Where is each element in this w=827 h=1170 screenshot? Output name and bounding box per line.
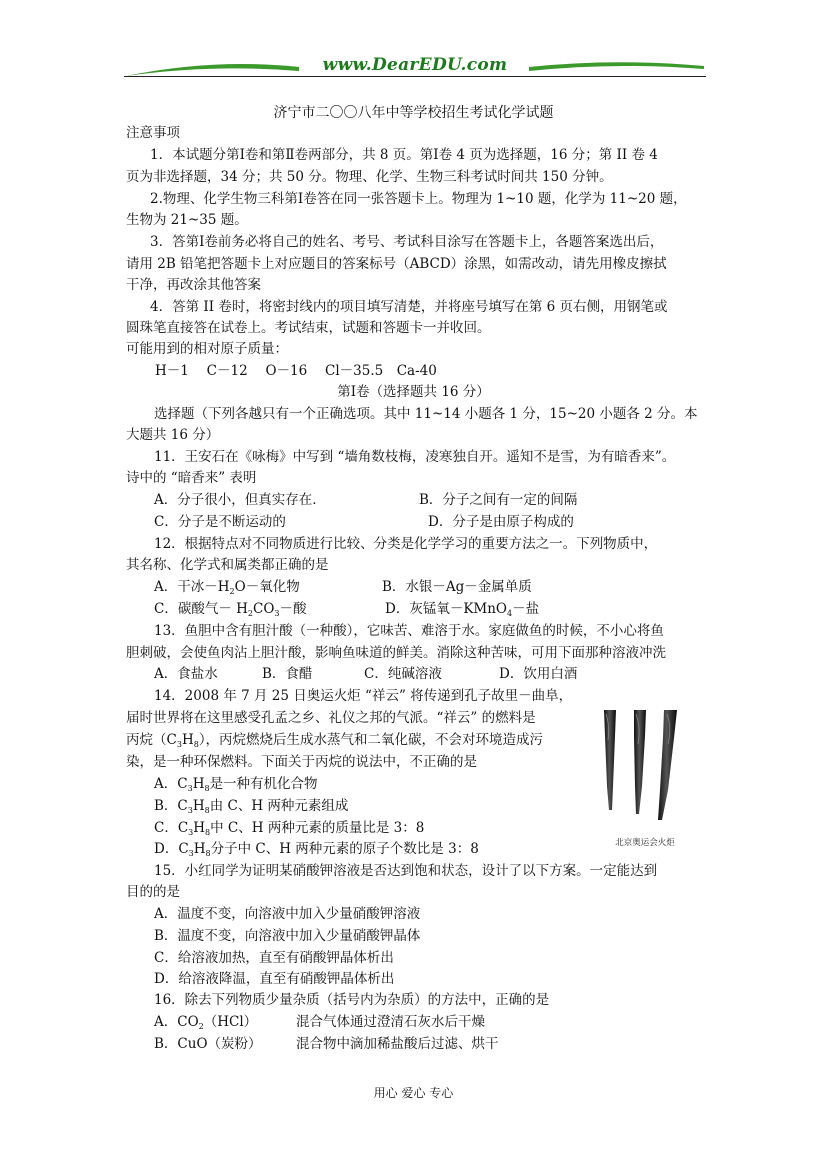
exam-title: 济宁市二〇〇八年中等学校招生考试化学试题	[273, 105, 554, 121]
site-header-logo	[124, 52, 706, 82]
torch-caption: 北京奥运会火炬	[615, 838, 675, 848]
notice-heading: 注意事项	[126, 125, 180, 141]
page-footer: 用心 爱心 专心	[373, 1086, 454, 1100]
q12-option-c: C．碳酸气－ $H_2CO_3-$酸	[154, 601, 307, 618]
q14-stem-3: 丙烷$(C_3H_8)$，丙烷燃烧后生成水蒸气和二氧化碳，不会对环境造成污	[126, 732, 544, 749]
q14-stem-1: 14．2008 年 7 月 25 日奥运火炬 “祥云” 将传递到孔子故里－曲阜，	[154, 688, 573, 704]
q14-option-d: D．$C_3H_8$分子中 C、H 两种元素的原子个数比是 3：8	[154, 841, 479, 858]
q11-option-c: C．分子是不断运动的	[154, 514, 286, 530]
section1-heading: 第Ⅰ卷（选择题共 16 分）	[337, 384, 490, 400]
q14-option-c: C．$C_3H_8$中 C、H 两种元素的质量比是 3：8	[154, 820, 425, 837]
olympic-torch-figure	[596, 706, 694, 852]
notice-line-1: 1．本试题分第Ⅰ卷和第Ⅱ卷两部分，共 8 页。第Ⅰ卷 4 页为选择题，16 分；第 II 卷 4	[150, 147, 658, 163]
torch-illustration	[596, 706, 694, 834]
q13-option-a: A．食盐水	[154, 666, 218, 682]
q15-option-a: A．温度不变，向溶液中加入少量硝酸钾溶液	[154, 906, 421, 922]
q11-option-a: A．分子很小，但真实存在．	[154, 492, 326, 508]
notice-line-3: 2.物理、化学生物三科第Ⅰ卷答在同一张答题卡上。物理为 1~10 题，化学为 11~20 题，	[150, 191, 687, 207]
q13-option-c: C．纯碱溶液	[364, 666, 442, 682]
section1-intro-1: 选择题（下列各越只有一个正确选项。其中 11~14 小题各 1 分，15~20 小题各 2 分。本	[154, 406, 698, 422]
q12-option-d: D．灰锰氧－KMnO$_4$－盐	[385, 601, 540, 618]
q14-option-b: B．$C_3H_8$由 C、H 两种元素组成	[154, 798, 349, 815]
q15-stem-2: 目的的是	[126, 884, 180, 900]
q16-option-b: B．CuO（炭粉）	[154, 1036, 262, 1052]
q14-stem-4: 染，是一种环保燃料。下面关于丙烷的说法中，不正确的是	[126, 754, 477, 770]
q12-stem-1: 12．根据特点对不同物质进行比较、分类是化学学习的重要方法之一。下列物质中，	[154, 536, 658, 552]
q12-option-b: B．水银－Ag－金属单质	[382, 579, 532, 595]
q16-option-b-method: 混合物中滴加稀盐酸后过滤、烘干	[296, 1036, 499, 1052]
q16-stem: 16．除去下列物质少量杂质（括号内为杂质）的方法中，正确的是	[154, 992, 550, 1008]
header-rule	[124, 76, 706, 77]
q12-stem-2: 其名称、化学式和属类都正确的是	[126, 557, 329, 573]
notice-line-9: 圆珠笔直接答在试卷上。考试结束，试题和答题卡一并收回。	[126, 320, 491, 336]
section1-intro-2: 大题共 16 分）	[126, 427, 220, 443]
notice-line-5: 3．答第Ⅰ卷前务必将自己的姓名、考号、考试科目涂写在答题卡上，各题答案选出后，	[150, 234, 664, 250]
q11-stem-1: 11．王安石在《咏梅》中写到 “墙角数枝梅，凌寒独自开。遥知不是雪，为有暗香来”。	[154, 449, 676, 465]
q13-stem-2: 胆刺破，会使鱼肉沾上胆汁酸，影响鱼味道的鲜美。消除这种苦味，可用下面那种溶液冲洗	[126, 645, 666, 661]
atomic-mass-values: H－1 C－12 O－16 Cl－35.5 Ca-40	[155, 363, 437, 379]
q13-option-d: D．饮用白酒	[499, 666, 578, 682]
q14-option-a: A．$C_3H_8$是一种有机化合物	[154, 776, 318, 793]
q15-option-b: B．温度不变，向溶液中加入少量硝酸钾晶体	[154, 928, 421, 944]
q13-option-b: B．食醋	[262, 666, 313, 682]
q14-stem-2: 届时世界将在这里感受孔孟之乡、礼仪之邦的气派。“祥云” 的燃料是	[126, 710, 536, 726]
q11-stem-2: 诗中的 “暗香来” 表明	[126, 470, 257, 486]
q16-option-a-method: 混合气体通过澄清石灰水后干燥	[296, 1014, 485, 1030]
notice-line-2: 页为非选择题，34 分；共 50 分。物理、化学、生物三科考试时间共 150 分钟。	[126, 169, 613, 185]
notice-line-7: 干净，再改涂其他答案	[126, 277, 261, 293]
q13-stem-1: 13．鱼胆中含有胆汁酸（一种酸），它味苦、难溶于水。家庭做鱼的时候，不小心将鱼	[154, 623, 664, 639]
atomic-mass-heading: 可能用到的相对原子质量：	[126, 341, 288, 357]
q11-option-d: D．分子是由原子构成的	[428, 514, 574, 530]
site-logo-text: www.DearEDU.com	[322, 55, 508, 75]
q15-option-d: D．给溶液降温，直至有硝酸钾晶体析出	[154, 971, 395, 987]
notice-line-8: 4．答第 II 卷时，将密封线内的项目填写清楚，并将座号填写在第 6 页右侧，用钢笔或	[150, 299, 668, 315]
q11-option-b: B．分子之间有一定的间隔	[419, 492, 578, 508]
q15-option-c: C．给溶液加热，直至有硝酸钾晶体析出	[154, 950, 394, 966]
q15-stem-1: 15．小红同学为证明某硝酸钾溶液是否达到饱和状态，设计了以下方案。一定能达到	[154, 863, 658, 879]
q12-option-a: A．干冰$-H_2O-$氧化物	[154, 579, 300, 596]
notice-line-6: 请用 2B 铅笔把答题卡上对应题目的答案标号（ABCD）涂黑，如需改动，请先用橡皮擦拭	[126, 256, 667, 272]
q16-option-a: A．$CO_2(HCl)$	[154, 1014, 258, 1031]
notice-line-4: 生物为 21~35 题。	[126, 212, 248, 228]
